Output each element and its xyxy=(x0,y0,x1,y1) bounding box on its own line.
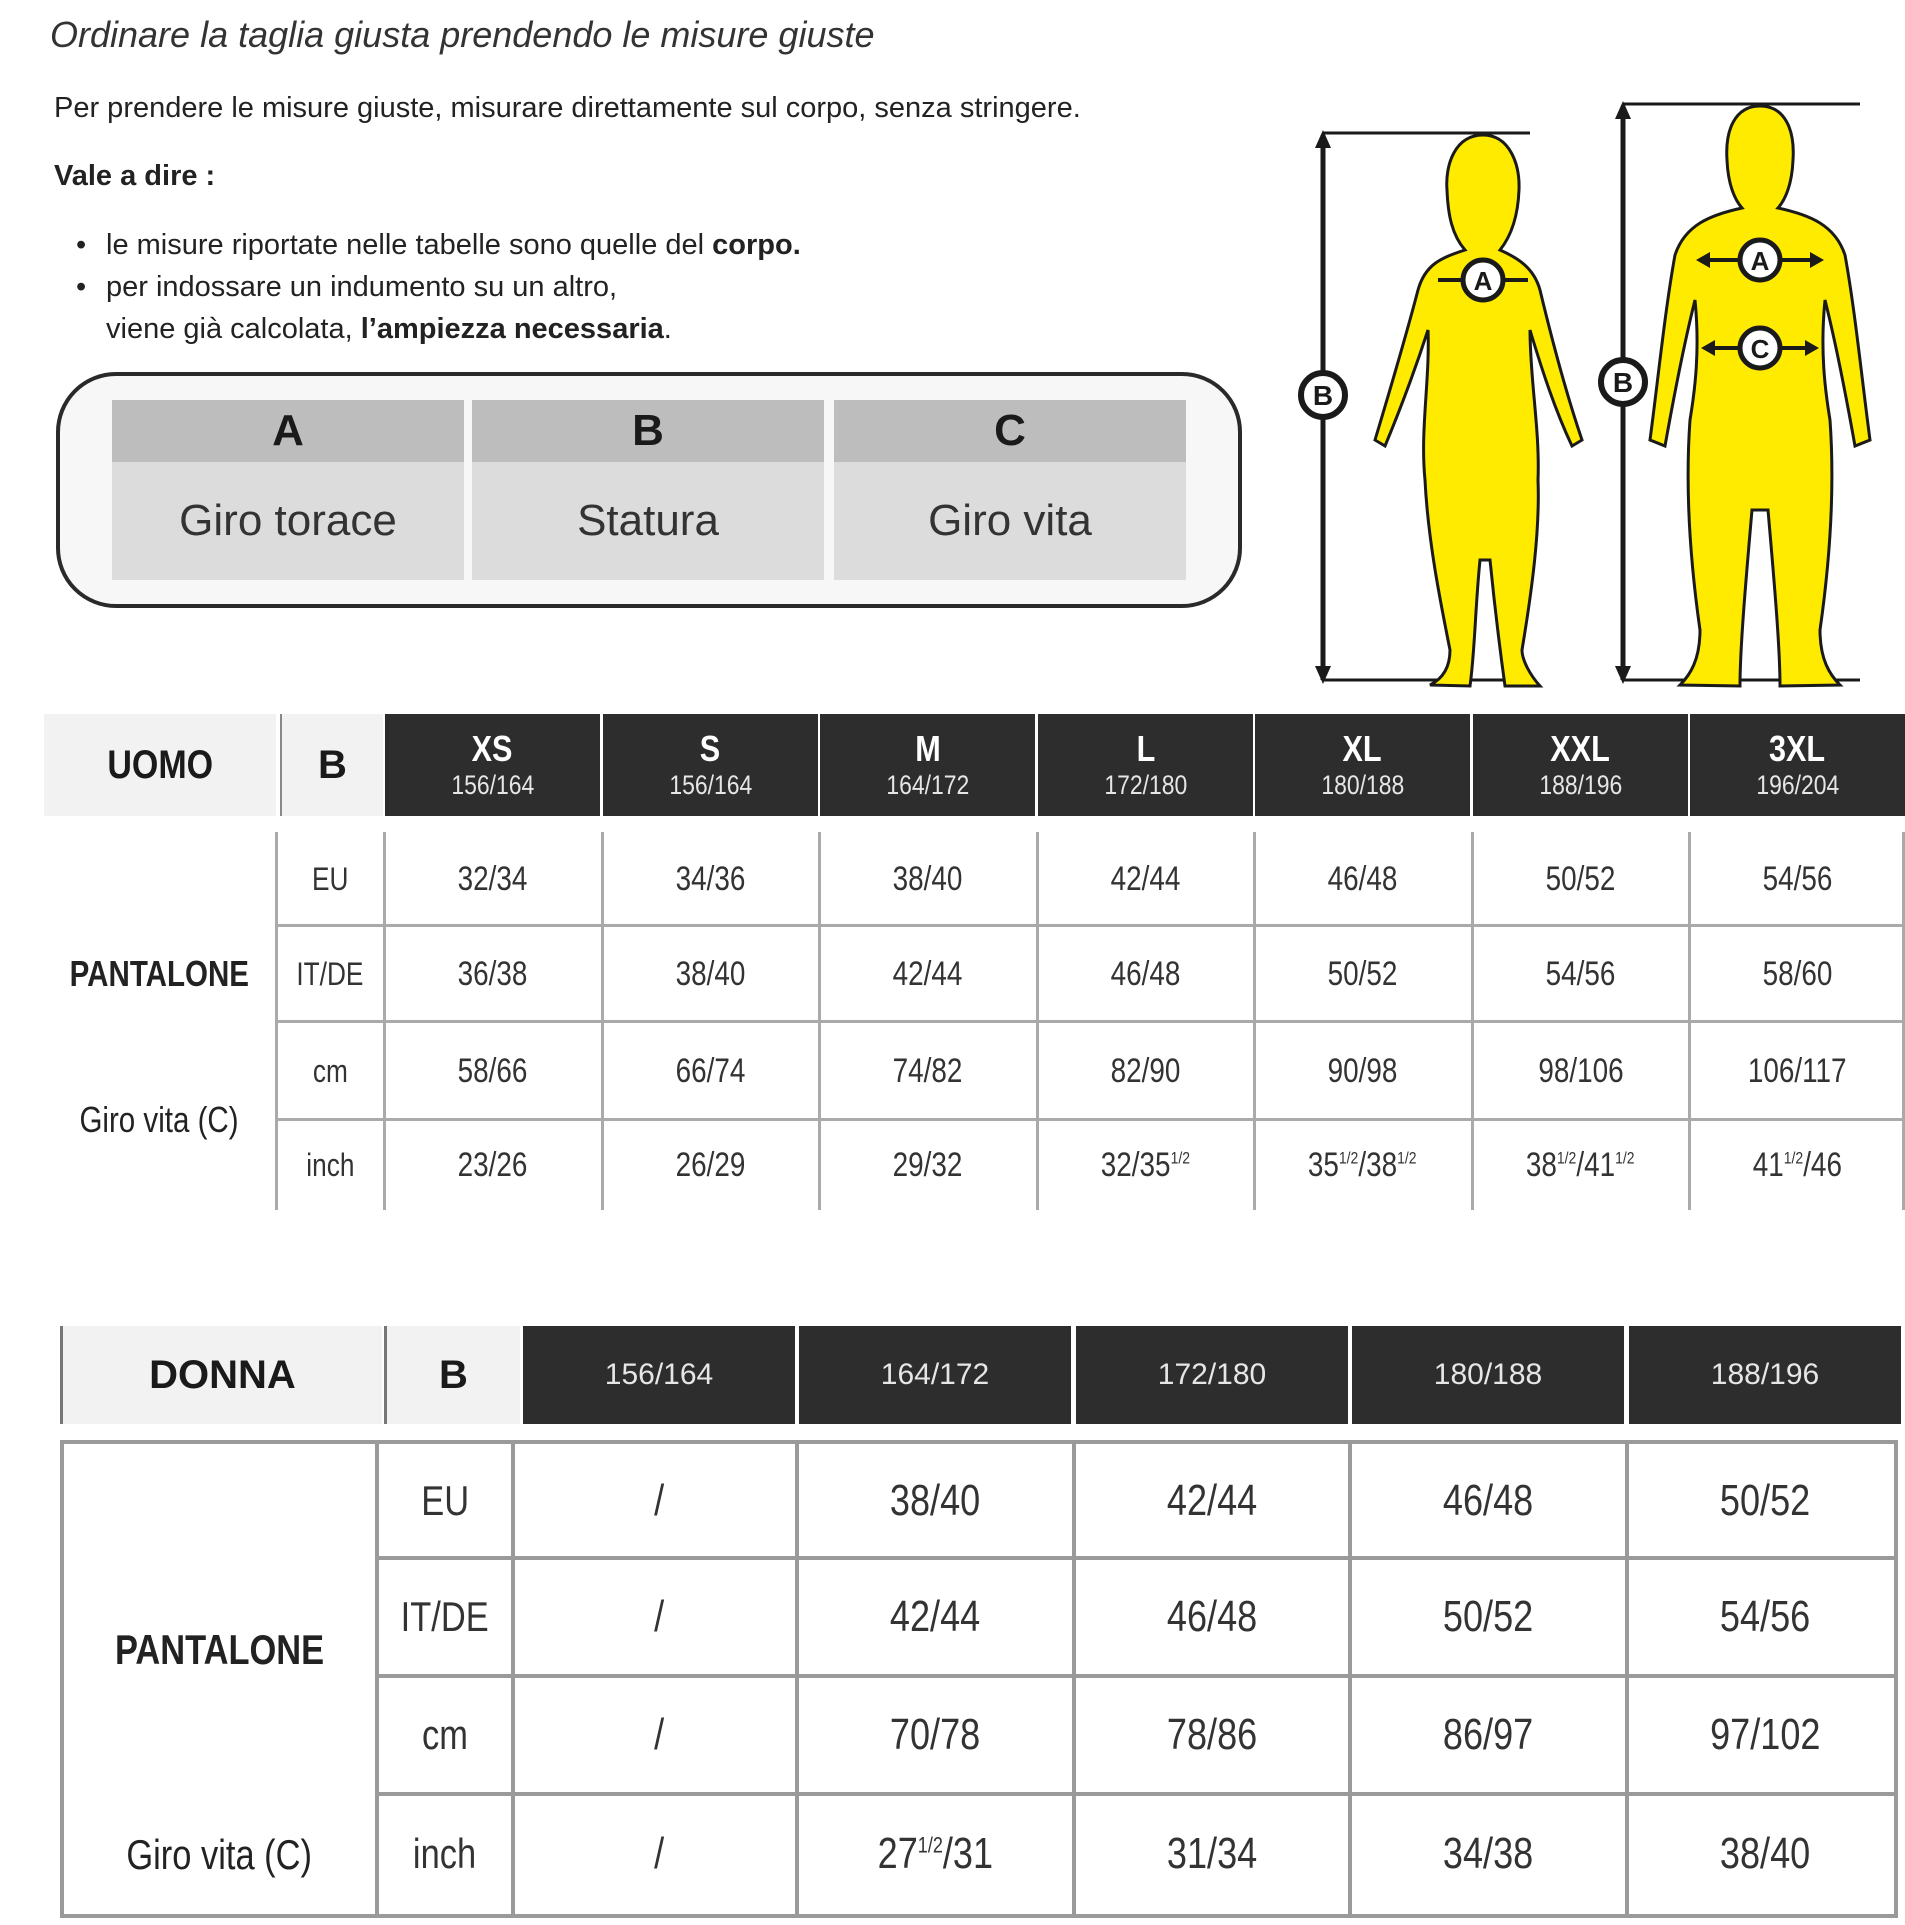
height-range: 188/196 xyxy=(1710,1358,1820,1391)
size-value: 82/90 xyxy=(1110,1051,1181,1090)
men-size-header xyxy=(385,714,600,816)
height-range: 196/204 xyxy=(1756,770,1839,800)
men-value-cell xyxy=(385,832,600,926)
men-value-cell xyxy=(603,1022,818,1120)
men-value-cell xyxy=(1255,832,1470,926)
size-value: 38/40 xyxy=(892,859,963,898)
size-value: 31/34 xyxy=(1166,1829,1258,1878)
size-value: 50/52 xyxy=(1545,859,1616,898)
women-title xyxy=(60,1326,382,1424)
height-range: 172/180 xyxy=(1104,770,1187,800)
size-value: $32/35^{1/2}$ xyxy=(1100,1145,1191,1184)
size-value: 58/60 xyxy=(1762,954,1833,993)
size-value: 38/40 xyxy=(889,1476,981,1525)
size-value: 34/36 xyxy=(675,859,746,898)
men-product-label xyxy=(44,926,274,1022)
men-value-cell xyxy=(1038,1120,1253,1210)
bullet-list xyxy=(76,224,801,350)
size-value: 86/97 xyxy=(1442,1710,1534,1759)
size-label: XL xyxy=(1342,728,1383,769)
men-value-cell xyxy=(820,926,1035,1022)
svg-text:B: B xyxy=(1612,367,1634,398)
women-value-cell xyxy=(1352,1444,1624,1558)
women-value-cell xyxy=(1352,1558,1624,1676)
men-size-header xyxy=(1038,714,1253,816)
page-title: Ordinare la taglia giusta prendendo le misure giuste xyxy=(50,14,875,55)
svg-text:C: C xyxy=(1750,334,1770,364)
legend-key: A xyxy=(112,400,464,462)
legend-label: Statura xyxy=(472,462,824,580)
women-value-cell xyxy=(799,1794,1071,1914)
legend-item-c xyxy=(834,400,1186,580)
women-value-cell xyxy=(799,1444,1071,1558)
size-value: 106/117 xyxy=(1748,1051,1847,1090)
size-value: $27^{1/2}/31$ xyxy=(877,1829,993,1878)
size-value: 54/56 xyxy=(1719,1592,1811,1641)
height-range: 172/180 xyxy=(1157,1358,1267,1391)
height-range: 164/172 xyxy=(886,770,969,800)
legend-label: Giro vita xyxy=(834,462,1186,580)
women-value-cell xyxy=(1352,1794,1624,1914)
size-value: 42/44 xyxy=(1110,859,1181,898)
size-value: 29/32 xyxy=(892,1145,963,1184)
size-label: 3XL xyxy=(1769,728,1826,769)
men-value-cell xyxy=(1690,926,1905,1022)
women-product-label xyxy=(64,1600,375,1700)
size-label: L xyxy=(1136,728,1155,769)
vale-label: Vale a dire : xyxy=(54,160,216,192)
svg-text:B: B xyxy=(1312,380,1334,411)
women-range-header xyxy=(799,1326,1071,1424)
women-measure-label xyxy=(64,1800,375,1910)
size-label: XS xyxy=(472,728,513,769)
size-value: 38/40 xyxy=(1719,1829,1811,1878)
men-size-header xyxy=(1473,714,1688,816)
female-mark-b xyxy=(1301,373,1345,417)
svg-text:A: A xyxy=(1473,266,1493,296)
size-value: 70/78 xyxy=(889,1710,981,1759)
men-value-cell xyxy=(1473,1120,1688,1210)
size-label: S xyxy=(700,728,721,769)
men-title xyxy=(44,714,276,816)
size-value: 46/48 xyxy=(1166,1592,1258,1641)
size-value: 58/66 xyxy=(457,1051,528,1090)
women-title-text: DONNA xyxy=(149,1352,296,1397)
height-range: 180/188 xyxy=(1433,1358,1543,1391)
body-measurement-figures xyxy=(1290,90,1890,710)
women-value-cell xyxy=(799,1558,1071,1676)
legend-key: B xyxy=(472,400,824,462)
size-value: 50/52 xyxy=(1719,1476,1811,1525)
men-value-cell xyxy=(1255,1120,1470,1210)
bullet-item-2: • per indossare un indumento su un altro, xyxy=(76,266,801,308)
intro-text: Per prendere le misure giuste, misurare direttamente sul corpo, senza stringere. xyxy=(54,92,1081,124)
men-value-cell xyxy=(603,926,818,1022)
women-value-cell xyxy=(1076,1558,1348,1676)
size-value: 42/44 xyxy=(1166,1476,1258,1525)
size-value: 26/29 xyxy=(675,1145,746,1184)
women-unit-cell xyxy=(379,1676,511,1794)
women-unit-cell xyxy=(379,1794,511,1914)
men-size-header xyxy=(1690,714,1905,816)
women-value-cell xyxy=(523,1444,795,1558)
height-range: 188/196 xyxy=(1539,770,1622,800)
women-range-header xyxy=(1629,1326,1901,1424)
men-value-cell xyxy=(820,832,1035,926)
height-range: 156/164 xyxy=(604,1358,714,1391)
women-value-cell xyxy=(523,1558,795,1676)
size-value: 90/98 xyxy=(1327,1051,1398,1090)
men-unit-cell xyxy=(277,1120,383,1210)
men-value-cell xyxy=(1473,832,1688,926)
men-size-header xyxy=(1255,714,1470,816)
size-value: 98/106 xyxy=(1537,1051,1624,1090)
height-range: 180/188 xyxy=(1321,770,1404,800)
size-value: / xyxy=(653,1476,665,1525)
size-value: 74/82 xyxy=(892,1051,963,1090)
size-value: 34/38 xyxy=(1442,1829,1534,1878)
women-range-header xyxy=(523,1326,795,1424)
women-grid-border xyxy=(60,1914,1898,1918)
unit-label: inch xyxy=(305,1146,355,1183)
legend-item-b xyxy=(472,400,824,580)
men-unit-cell xyxy=(277,1022,383,1120)
men-size-header xyxy=(603,714,818,816)
size-value: 42/44 xyxy=(889,1592,981,1641)
men-title-text: UOMO xyxy=(107,742,213,787)
women-value-cell xyxy=(1629,1558,1901,1676)
size-value: 32/34 xyxy=(457,859,528,898)
unit-label: cm xyxy=(312,1052,348,1089)
legend-key: C xyxy=(834,400,1186,462)
men-measure-text: Giro vita (C) xyxy=(79,1099,239,1140)
women-value-cell xyxy=(1076,1676,1348,1794)
size-value: $35^{1/2}/38^{1/2}$ xyxy=(1308,1145,1417,1184)
male-silhouette xyxy=(1650,106,1870,686)
size-value: 54/56 xyxy=(1545,954,1616,993)
men-value-cell xyxy=(385,926,600,1022)
size-value: 50/52 xyxy=(1327,954,1398,993)
legend-label: Giro torace xyxy=(112,462,464,580)
men-value-cell xyxy=(1690,1022,1905,1120)
men-value-cell xyxy=(820,1120,1035,1210)
height-range: 156/164 xyxy=(451,770,534,800)
size-value: 46/48 xyxy=(1327,859,1398,898)
women-b-label xyxy=(384,1326,520,1424)
height-range: 156/164 xyxy=(669,770,752,800)
size-label: XXL xyxy=(1550,728,1611,769)
size-value: / xyxy=(653,1592,665,1641)
unit-label: EU xyxy=(311,860,349,897)
women-grid-vline xyxy=(511,1440,515,1918)
size-value: 50/52 xyxy=(1442,1592,1534,1641)
men-value-cell xyxy=(1690,832,1905,926)
women-unit-cell xyxy=(379,1558,511,1676)
size-value: 54/56 xyxy=(1762,859,1833,898)
men-value-cell xyxy=(1038,832,1253,926)
women-value-cell xyxy=(1629,1676,1901,1794)
size-value: 46/48 xyxy=(1110,954,1181,993)
men-b-label xyxy=(280,714,383,816)
women-range-header xyxy=(1076,1326,1348,1424)
men-value-cell xyxy=(1255,926,1470,1022)
women-value-cell xyxy=(523,1676,795,1794)
men-unit-cell xyxy=(277,926,383,1022)
size-value: 38/40 xyxy=(675,954,746,993)
legend-item-a xyxy=(112,400,464,580)
men-value-cell xyxy=(1473,926,1688,1022)
women-unit-cell xyxy=(379,1444,511,1558)
size-value: 66/74 xyxy=(675,1051,746,1090)
women-measure-text: Giro vita (C) xyxy=(126,1831,313,1878)
men-measure-label xyxy=(44,1070,274,1170)
women-b-text: B xyxy=(439,1352,468,1397)
men-value-cell xyxy=(385,1120,600,1210)
unit-label: IT/DE xyxy=(400,1593,490,1640)
height-range: 164/172 xyxy=(880,1358,990,1391)
men-value-cell xyxy=(1473,1022,1688,1120)
size-value: $41^{1/2}/46$ xyxy=(1752,1145,1843,1184)
men-value-cell xyxy=(1038,926,1253,1022)
women-value-cell xyxy=(799,1676,1071,1794)
women-value-cell xyxy=(1076,1794,1348,1914)
size-value: 78/86 xyxy=(1166,1710,1258,1759)
men-value-cell xyxy=(603,1120,818,1210)
men-unit-cell xyxy=(277,832,383,926)
women-value-cell xyxy=(1352,1676,1624,1794)
size-value: / xyxy=(653,1829,665,1878)
svg-text:A: A xyxy=(1750,246,1770,276)
men-product-text: PANTALONE xyxy=(69,953,249,994)
women-value-cell xyxy=(1076,1444,1348,1558)
male-mark-b xyxy=(1601,360,1645,404)
bullet-item-2-cont: viene già calcolata, l’ampiezza necessaria. xyxy=(106,313,672,345)
size-value: 36/38 xyxy=(457,954,528,993)
unit-label: cm xyxy=(422,1711,468,1758)
size-value: $38^{1/2}/41^{1/2}$ xyxy=(1526,1145,1635,1184)
female-silhouette xyxy=(1375,135,1582,686)
size-value: 46/48 xyxy=(1442,1476,1534,1525)
women-product-text: PANTALONE xyxy=(114,1626,325,1673)
men-value-cell xyxy=(1690,1120,1905,1210)
size-label: M xyxy=(914,728,941,769)
unit-label: inch xyxy=(413,1830,477,1877)
size-value: / xyxy=(653,1710,665,1759)
unit-label: EU xyxy=(421,1477,469,1524)
men-value-cell xyxy=(1038,1022,1253,1120)
men-size-header xyxy=(820,714,1035,816)
size-value: 42/44 xyxy=(892,954,963,993)
women-value-cell xyxy=(1629,1794,1901,1914)
women-range-header xyxy=(1352,1326,1624,1424)
men-value-cell xyxy=(1255,1022,1470,1120)
unit-label: IT/DE xyxy=(296,955,364,992)
size-value: 97/102 xyxy=(1709,1710,1821,1759)
men-b-text: B xyxy=(318,742,347,787)
women-value-cell xyxy=(1629,1444,1901,1558)
bullet-item-1: • le misure riportate nelle tabelle sono quelle del corpo. xyxy=(76,224,801,266)
women-value-cell xyxy=(523,1794,795,1914)
men-value-cell xyxy=(603,832,818,926)
size-value: 23/26 xyxy=(457,1145,528,1184)
men-value-cell xyxy=(820,1022,1035,1120)
men-value-cell xyxy=(385,1022,600,1120)
